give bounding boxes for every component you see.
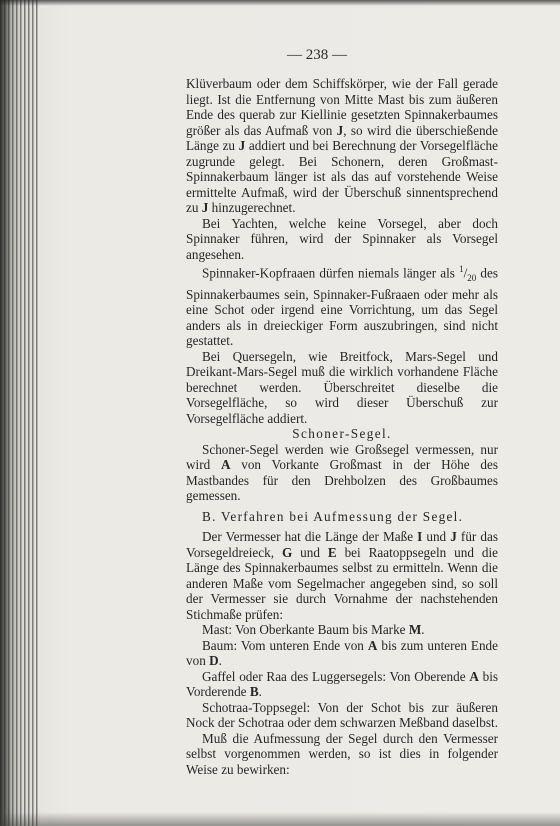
- paragraph: Spinnaker-Kopfraaen dürfen niemals länger als $^1/_{20}$ des Spinnakerbaumes sein, Spinnaker-Fußraaen oder mehr als eine Schot oder irgend eine Vorrichtung, um das Segel anders als in dreieckiger Form auszubringen, sind nicht gestattet.: [186, 264, 498, 349]
- section-heading: Schoner-Segel.: [292, 426, 392, 442]
- paragraph: Der Vermesser hat die Länge der Maße I und J für das Vorsegeldreieck, G und E bei Raatoppsegeln und die Länge des Spinnakerbaumes selbst zu ermitteln. Wenn die anderen Maße vom Segelmacher angegeben sind, so soll der Vermesser sie durch Vornahme der nachstehenden Stichmaße prüfen:: [186, 529, 498, 622]
- page-number: — 238 —: [287, 47, 347, 63]
- paragraph: Baum: Vom unteren Ende von A bis zum unteren Ende von D.: [186, 637, 498, 669]
- paragraph: Schotraa-Toppsegel: Von der Schot bis zur äußeren Nock der Schotraa oder dem schwarzen Meßband daselbst.: [186, 699, 498, 731]
- body-text: [186, 76, 498, 777]
- book-page-edges: [0, 0, 40, 826]
- paragraph: Gaffel oder Raa des Luggersegels: Von Oberende A bis Vorderende B.: [186, 668, 498, 700]
- section-heading: B. Verfahren bei Aufmessung der Segel.: [202, 508, 464, 524]
- paragraph: Muß die Aufmessung der Segel durch den Vermesser selbst vorgenommen werden, so ist dies in folgender Weise zu bewirken:: [186, 730, 498, 777]
- paragraph: Bei Yachten, welche keine Vorsegel, aber doch Spinnaker führen, wird der Spinnaker als Vorsegel angesehen.: [186, 215, 498, 262]
- paragraph: Schoner-Segel werden wie Großsegel vermessen, nur wird A von Vorkante Großmast in der Höhe des Mastbandes für den Drehbolzen des Großbaumes gemessen.: [186, 441, 498, 504]
- paragraph: Bei Quersegeln, wie Breitfock, Mars-Segel und Dreikant-Mars-Segel muß die wirklich vorhandene Fläche berechnet werden. Überschreitet dieselbe die Vorsegelfläche, so wird dieser Überschuß zur Vorsegelfläche addiert.: [186, 348, 498, 426]
- paragraph: Mast: Von Oberkante Baum bis Marke M.: [202, 622, 425, 638]
- paragraph: Klüverbaum oder dem Schiffskörper, wie der Fall gerade liegt. Ist die Entfernung von Mitte Mast bis zum äußeren Ende des querab zur Kiellinie gesetzten Spinnakerbaumes größer als das Aufmaß von J, so wird die überschießende Länge zu J addiert und bei Berechnung der Vorsegelfläche zugrunde gelegt. Bei Schonern, deren Großmast-Spinnakerbaum länger ist als das auf vorstehende Weise ermittelte Aufmaß, wird der Überschuß sinnentsprechend zu J hinzugerechnet.: [186, 76, 498, 215]
- scan-bottom-shadow: [0, 812, 560, 826]
- scan-top-shadow: [0, 0, 560, 6]
